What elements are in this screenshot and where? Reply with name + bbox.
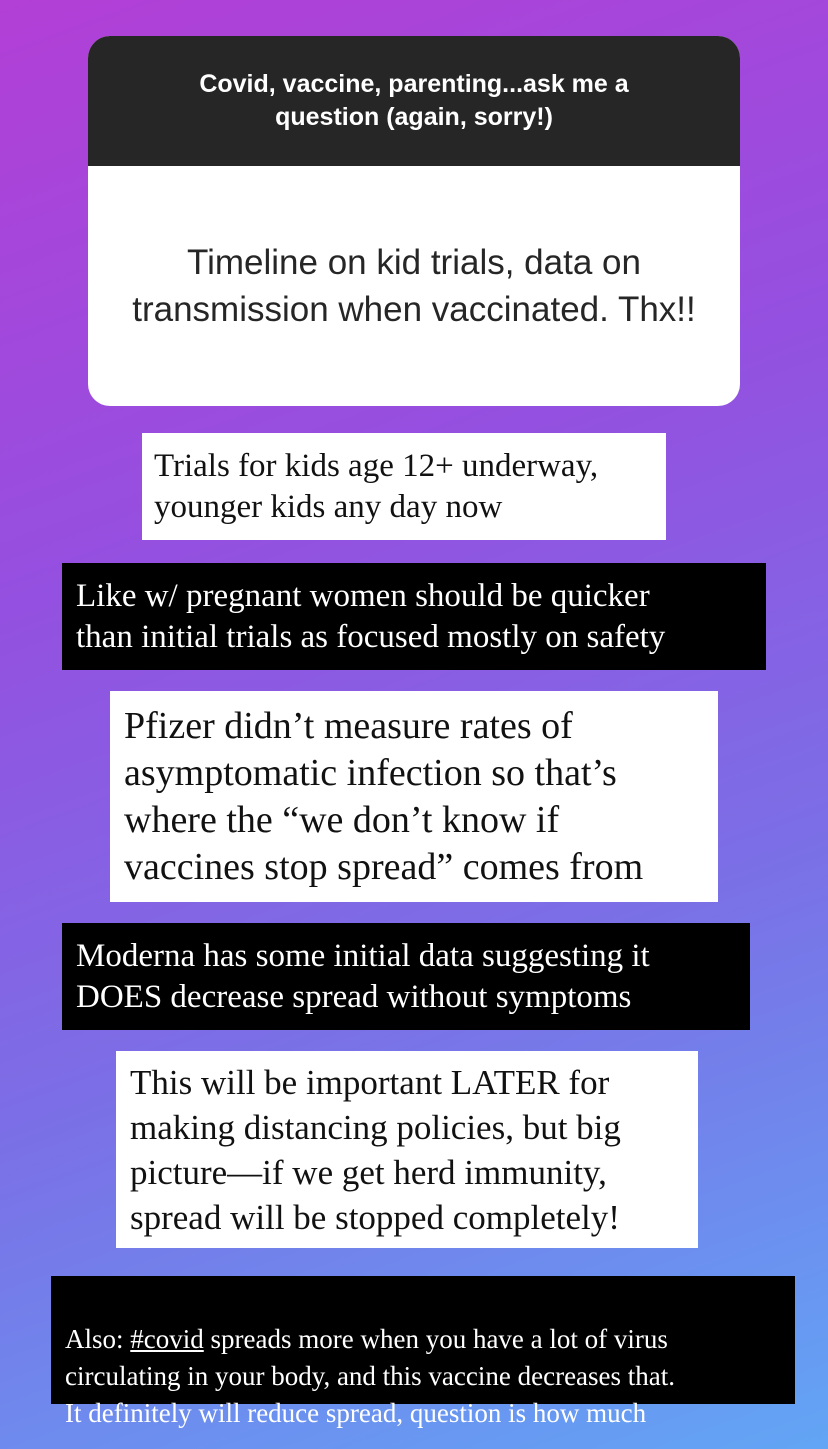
caption-text: This will be important LATER for making distancing policies, but big picture—if we get herd immunity, spread will be stopped completely! — [130, 1062, 621, 1237]
question-sticker-answer: Timeline on kid trials, data on transmission when vaccinated. Thx!! — [132, 243, 696, 329]
caption-suffix: spreads more when you have a lot of virus circulating in your body, and this vaccine decreases that. It definitely will reduce spread, question is how much — [65, 1324, 676, 1428]
caption-covid-spread — [51, 1276, 795, 1428]
caption-pfizer — [110, 691, 718, 902]
caption-text: Pfizer didn’t measure rates of asymptomatic infection so that’s where the “we don’t know if vaccines stop spread” comes from — [124, 704, 644, 888]
caption-prefix: Also: — [65, 1324, 131, 1354]
caption-pregnant-women — [62, 563, 766, 670]
caption-text: Like w/ pregnant women should be quicker than initial trials as focused mostly on safety — [76, 577, 666, 655]
caption-text: Moderna has some initial data suggesting it DOES decrease spread without symptoms — [76, 937, 650, 1015]
caption-moderna — [62, 923, 750, 1030]
caption-kid-trials — [142, 433, 666, 540]
question-sticker[interactable] — [88, 36, 740, 406]
caption-text: Trials for kids age 12+ underway, younger kids any day now — [154, 447, 599, 525]
question-sticker-prompt: Covid, vaccine, parenting...ask me a question (again, sorry!) — [88, 36, 740, 166]
caption-herd-immunity — [116, 1051, 698, 1248]
hashtag-link[interactable]: #covid — [130, 1324, 204, 1354]
